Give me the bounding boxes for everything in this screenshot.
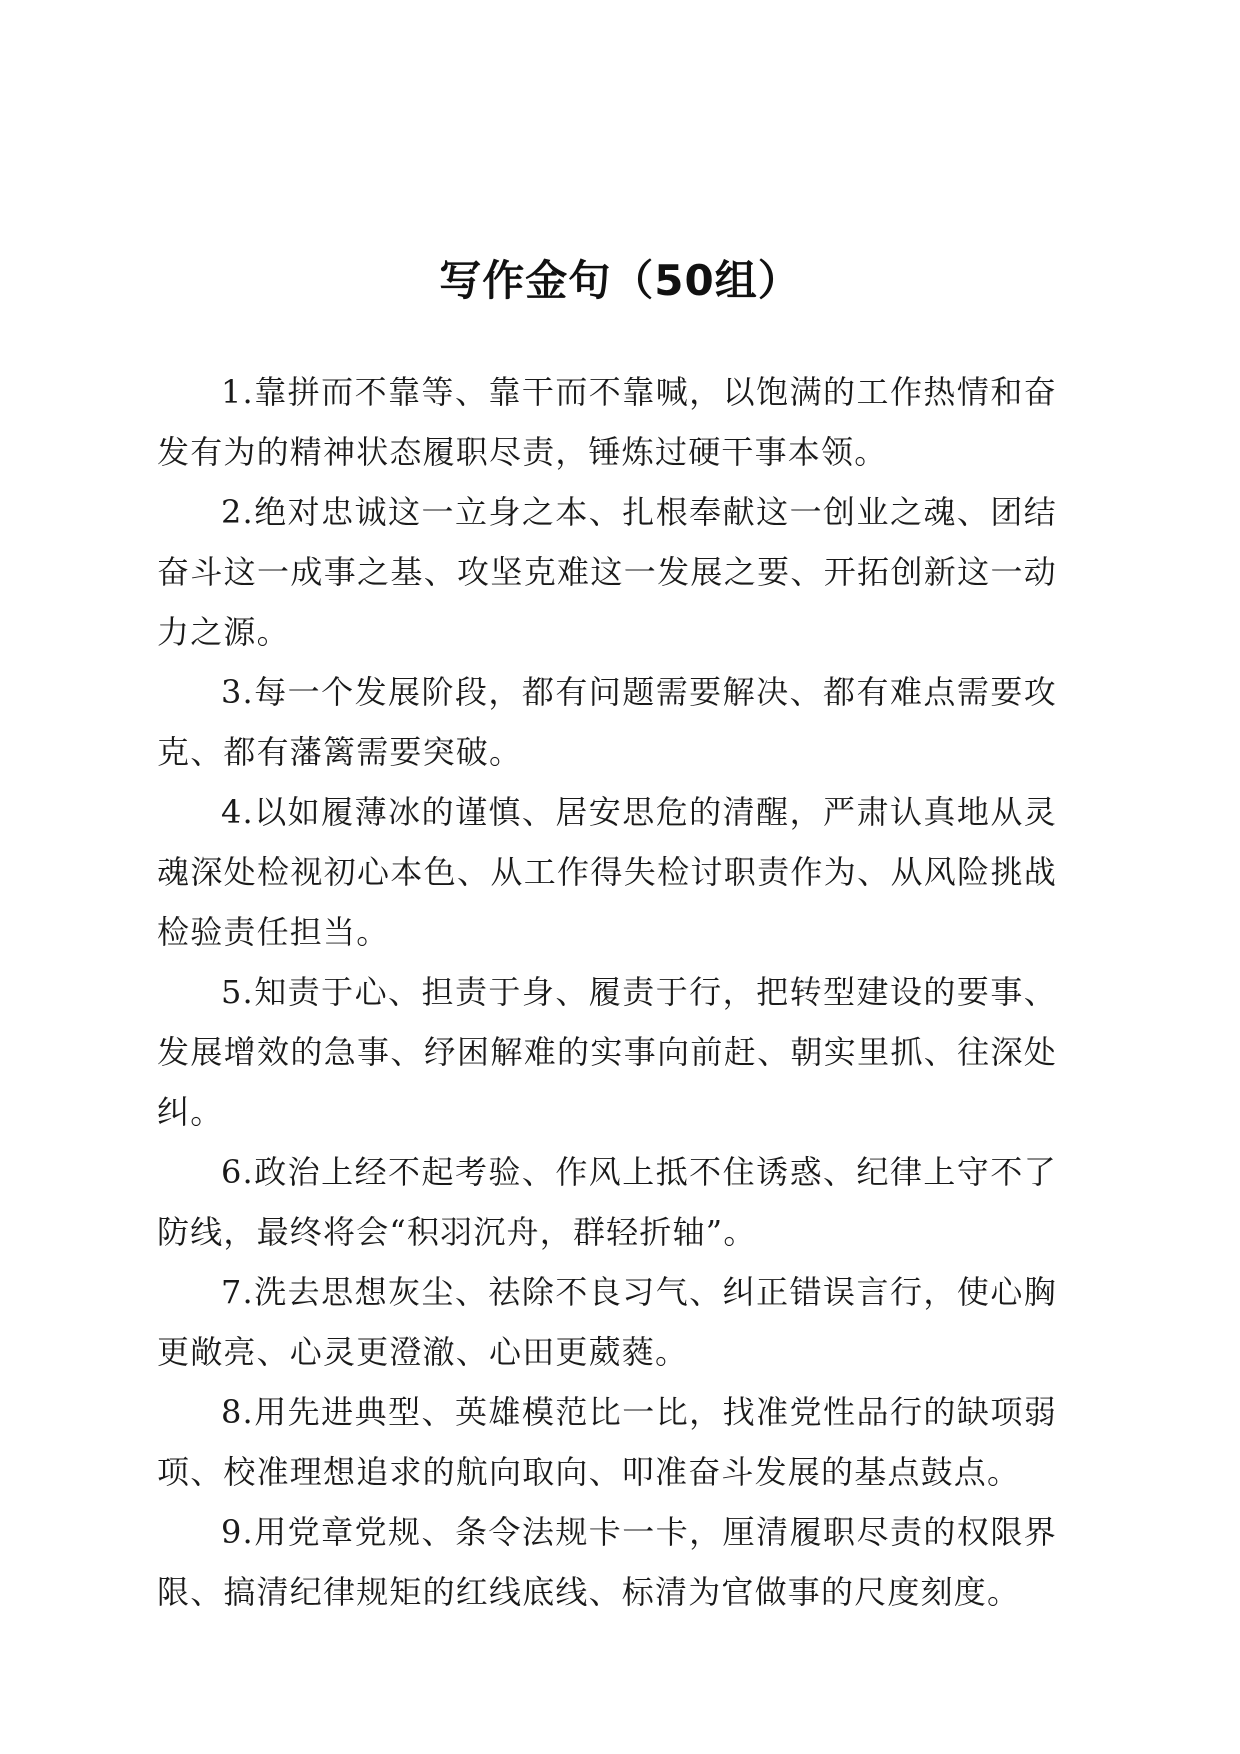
paragraph-5: 5.知责于心、担责于身、履责于行，把转型建设的要事、发展增效的急事、纾困解难的实事向前赶、朝实里抓、往深处纠。 <box>157 973 1057 1131</box>
paragraph-3: 3.每一个发展阶段，都有问题需要解决、都有难点需要攻克、都有藩篱需要突破。 <box>157 673 1057 771</box>
paragraph-1: 1.靠拼而不靠等、靠干而不靠喊，以饱满的工作热情和奋发有为的精神状态履职尽责，锤炼过硬干事本领。 <box>157 373 1057 471</box>
paragraph-6: 6.政治上经不起考验、作风上抵不住诱惑、纪律上守不了防线，最终将会“积羽沉舟，群轻折轴”。 <box>157 1153 1057 1251</box>
paragraph-8: 8.用先进典型、英雄模范比一比，找准党性品行的缺项弱项、校准理想追求的航向取向、叩准奋斗发展的基点鼓点。 <box>157 1393 1057 1491</box>
paragraph-4: 4.以如履薄冰的谨慎、居安思危的清醒，严肃认真地从灵魂深处检视初心本色、从工作得失检讨职责作为、从风险挑战检验责任担当。 <box>157 793 1057 951</box>
document-body <box>157 362 1057 1622</box>
paragraph-9: 9.用党章党规、条令法规卡一卡，厘清履职尽责的权限界限、搞清纪律规矩的红线底线、标清为官做事的尺度刻度。 <box>157 1513 1057 1611</box>
paragraph-7: 7.洗去思想灰尘、祛除不良习气、纠正错误言行，使心胸更敞亮、心灵更澄澈、心田更葳蕤。 <box>157 1273 1057 1371</box>
document-title: 写作金句（50组） <box>439 256 801 305</box>
paragraph-2: 2.绝对忠诚这一立身之本、扎根奉献这一创业之魂、团结奋斗这一成事之基、攻坚克难这一发展之要、开拓创新这一动力之源。 <box>157 493 1057 651</box>
